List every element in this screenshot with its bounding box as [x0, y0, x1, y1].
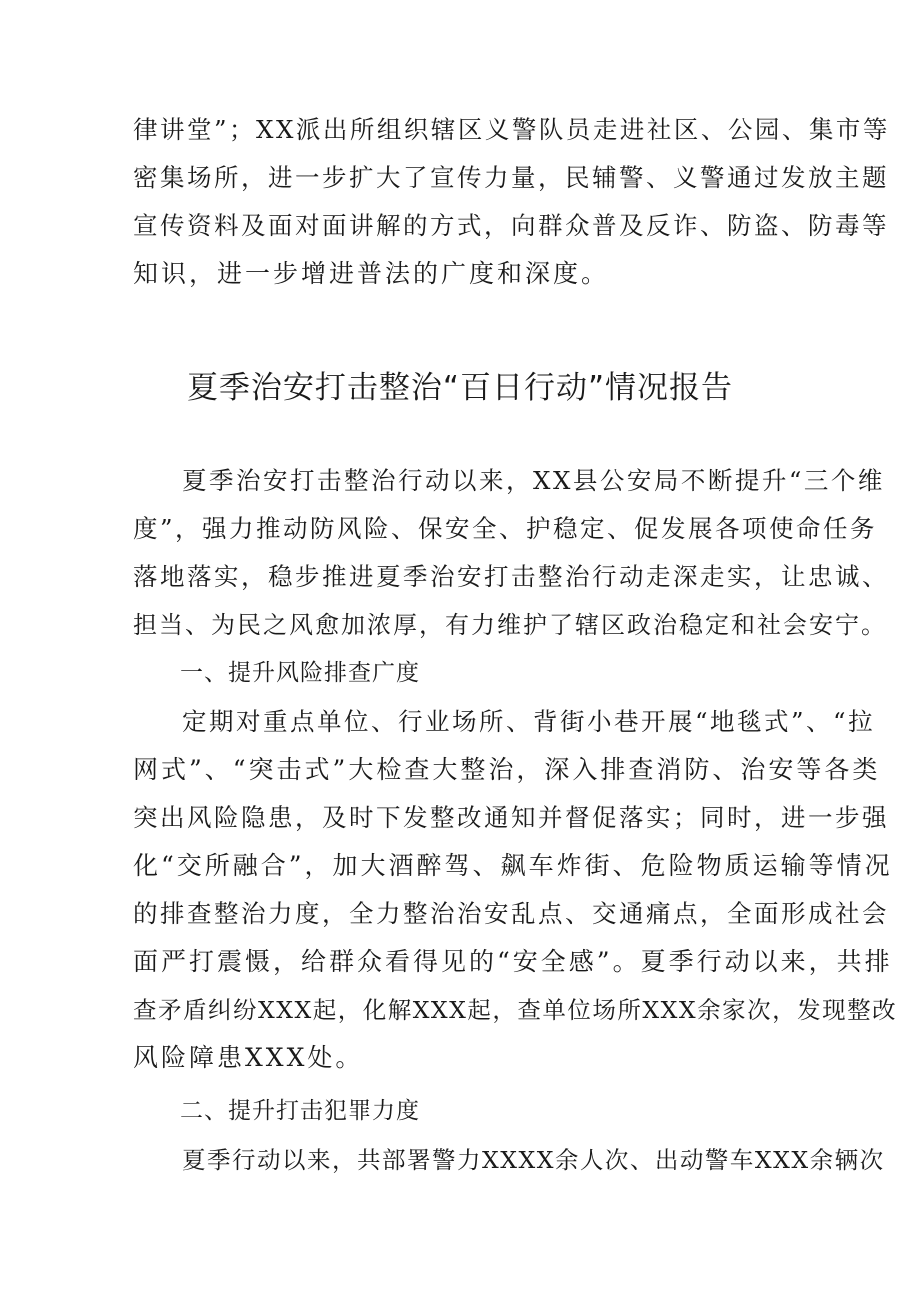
section-2-line-1: 夏季行动以来，共部署警力XXXX余人次、出动警车XXX余辆次	[182, 1146, 885, 1174]
intro-line-2: 密集场所，进一步扩大了宣传力量，民辅警、义警通过发放主题	[133, 163, 889, 192]
paragraph-1-line-2: 度”，强力推动防风险、保安全、护稳定、促发展各项使命任务	[133, 514, 878, 543]
section-1-line-8: 风险障患XXX处。	[133, 1043, 364, 1072]
section-1-heading: 一、提升风险排查广度	[180, 660, 420, 686]
section-1-line-4: 化“交所融合”，加大酒醉驾、飙车炸街、危险物质运输等情况	[133, 851, 893, 880]
report-title: 夏季治安打击整治“百日行动”情况报告	[186, 370, 734, 406]
section-1-line-3: 突出风险隐患，及时下发整改通知并督促落实；同时，进一步强	[133, 803, 889, 832]
paragraph-1-line-3: 落地落实，稳步推进夏季治安打击整治行动走深走实，让忠诚、	[133, 562, 889, 591]
paragraph-1-line-4: 担当、为民之风愈加浓厚，有力维护了辖区政治稳定和社会安宁。	[133, 611, 887, 639]
paragraph-1-line-1: 夏季治安打击整治行动以来，XX县公安局不断提升“三个维	[182, 466, 885, 495]
section-1-line-5: 的排查整治力度，全力整治治安乱点、交通痛点，全面形成社会	[133, 899, 889, 928]
section-1-line-1: 定期对重点单位、行业场所、背街小巷开展“地毯式”、“拉	[182, 707, 876, 736]
intro-line-1: 律讲堂”；XX派出所组织辖区义警队员走进社区、公园、集市等	[133, 115, 890, 144]
section-1-line-7: 查矛盾纠纷XXX起，化解XXX起，查单位场所XXX余家次，发现整改	[133, 996, 898, 1024]
section-1-line-2: 网式”、“突击式”大检查大整治，深入排查消防、治安等各类	[133, 755, 881, 784]
intro-line-3: 宣传资料及面对面讲解的方式，向群众普及反诈、防盗、防毒等	[133, 211, 889, 240]
intro-line-4: 知识，进一步增进普法的广度和深度。	[133, 259, 610, 288]
section-1-line-6: 面严打震慑，给群众看得见的“安全感”。夏季行动以来，共排	[133, 947, 893, 976]
section-2-heading: 二、提升打击犯罪力度	[180, 1098, 420, 1124]
